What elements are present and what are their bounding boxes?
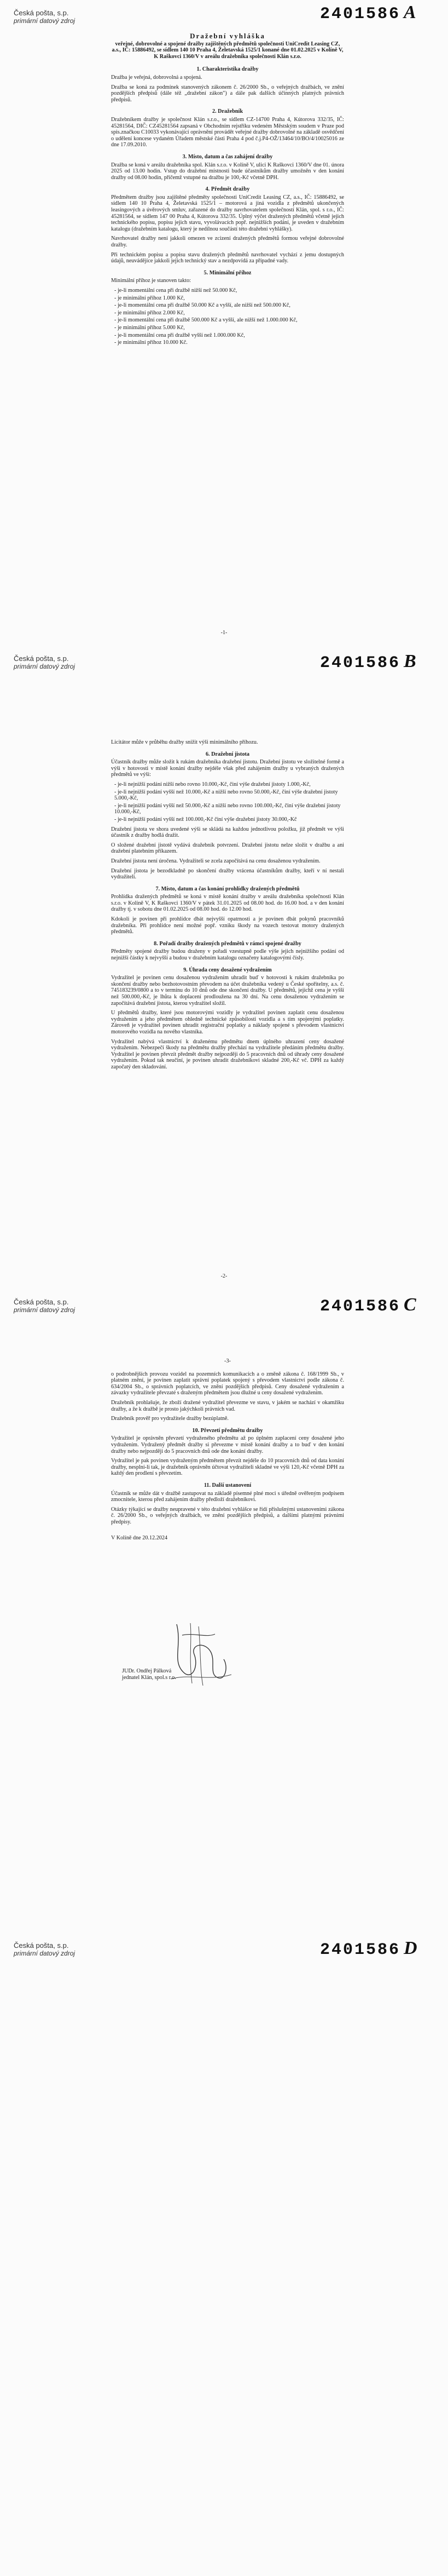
section-heading: 11. Další ustanovení [203, 1482, 252, 1488]
sender-subtitle: primární datový zdroj [14, 17, 75, 25]
document-lead: veřejné, dobrovolné a spojené dražby zajištěných předmětů společnosti UniCredit Leasing CZ, a.s., IČ: 15886492, se sídlem 140 10 Praha 4, Želetavská 1525/1 konané dne 01.02.2025 v Kolíně V, K Raškovci 1360/V v areálu dražebníka společnosti Klán s.r.o. [112, 41, 344, 60]
signer-name: JUDr. Ondřej Pálková [122, 1668, 172, 1675]
sender-header [14, 1941, 75, 1958]
file-stamp [320, 1938, 419, 1959]
sender-name: Česká pošta, s.p. [14, 9, 69, 17]
sender-subtitle: primární datový zdroj [14, 1306, 75, 1314]
page-body [111, 739, 344, 1074]
sender-name: Česká pošta, s.p. [14, 654, 69, 663]
paragraph: Účastník se může dát v dražbě zastupovat na základě písemné plné moci s úředně ověřeným podpisem zmocnitele, kterou před zahájením dražby předloží dražebníkovi. [111, 1490, 344, 1503]
list-item: - je minimální příhoz 1.000 Kč, [114, 295, 344, 302]
paragraph: Dražebník prohlašuje, že zboží dražené vydražitel převezme ve stavu, v jakém se nachází v okamžiku dražby, a že k dražbě je prosto jakýchkoli právních vad. [111, 1399, 344, 1412]
paragraph: Vydražitel je povinen cenu dosaženou vydražením uhradit buď v hotovosti k rukám dražebníka po skončení dražby nebo bezhotovostním převodem na účet dražebníka vedený u České spořitelny, a.s. č. 745183239/0800 a to v termínu do 10 dnů ode dne skončení dražby. U předmětů, jejichž cena je vyšší než 500.000,-Kč, je lhůta k doplacení prodloužena na 30 dní. Na cenu dosaženou vydražením se započítává dražební jistota, kterou vydražitel složil. [111, 975, 344, 1007]
paragraph: Dražebníkem dražby je společnost Klán s.r.o., se sídlem CZ-14700 Praha 4, Kútorova 332/35, IČ: 45281564, DIČ: CZ45281564 zapsaná v Obchodním rejstříku vedeném Městským soudem v Praze pod spis.značkou C10033 vykonávající oprávnění provádět veřejné dražby dobrovolné na základě osvědčení o udělení koncese vydaném Úřadem městské části Praha 4 pod č.j.P4-OŽ/13464/10/BO/4/10025016 ze dne 17.09.2010. [111, 116, 344, 148]
sender-subtitle: primární datový zdroj [14, 1950, 75, 1957]
paragraph: Kdokoli je povinen při prohlídce dbát nejvyšší opatrnosti a je povinen dbát pokynů pracovníků dražebníka. Při prohlídce není možné popř. vzniku škody na vozech testovat motory dražených předmětů. [111, 916, 344, 935]
paragraph: Vydražitel nabývá vlastnictví k draženému předmětu dnem úplného uhrazení ceny dosažené vydražením. Nebezpečí škody na předmětu dražby přechází na vydražitele předáním předmětu dražby. Vydražitel je povinen převzít předmět dražby nejpozději do 5 pracovních dnů od úhrady ceny dosažené vydražením. Pokud tak neučiní, je povinen uhradit dražebníkovi skladné 200,-Kč vč. DPH za každý započatý den skladování. [111, 1038, 344, 1070]
file-stamp [320, 651, 418, 672]
page-number: -3- [224, 1358, 231, 1364]
section-heading: 6. Dražební jistota [205, 751, 250, 757]
paragraph: Licitátor může v průběhu dražby snížit výši minimálního příhozu. [111, 739, 258, 745]
paragraph: Při technickém popisu a popisu stavu dražených předmětů navrhovatel vychází z jemu dostupných údajů, neuvádějíce jakkoli jejich technický stav a nezdpovídá za případné vady. [111, 251, 344, 264]
section-heading: 3. Místo, datum a čas zahájení dražby [182, 153, 273, 160]
list-item: - je-li momentální cena při dražbě nižší než 50.000 Kč, [114, 288, 344, 294]
paragraph: Dražební jistota není úročena. Vydražiteli se zcela započítává na cenu dosaženou vydražením. [111, 858, 321, 864]
file-stamp [320, 1295, 418, 1316]
paragraph: Předmětem dražby jsou zajištěné předměty společnosti UniCredit Leasing CZ, a.s., IČ: 15886492, se sídlem 140 10 Praha 4, Želetavská 1525/1 – motorová a jiná vozidla z předmětů ukončených leasingových a úvěrových smluv, zařazené do dražby navrhovatelem společností Klán, spol. s r.o., IČ: 45281564, se sídlem 147 00 Praha 4, Kútorova 332/35. Úplný výčet dražených předmětů včetně jejich technického popisu, popisu jejich stavu, vyvolávacích popř. nejnižších podání, je uveden v dražebním katalogu (dražebním katalogu, který je nedílnou součástí této dražební vyhlášky). [111, 194, 344, 232]
page-body [111, 33, 344, 349]
paragraph: Dražební jistota je bezodkladně po skončení dražby vrácena účastníkům dražby, kteří v ní nestali vydražiteli. [111, 867, 344, 881]
document-page-3 [0, 1292, 448, 1936]
signature-block [111, 1545, 344, 1709]
list-item: - je-li nejnižší podání vyšší než 100.000,-Kč činí výše dražební jistoty 30.000,-Kč [114, 817, 344, 823]
file-stamp [320, 2, 418, 24]
section-heading: 2. Dražebník [212, 108, 243, 115]
list-item: - je minimální příhoz 5.000 Kč, [114, 325, 344, 331]
list-item: - je minimální příhoz 10.000 Kč. [114, 340, 344, 346]
paragraph: Prohlídka dražených předmětů se koná v místě konání dražby v areálu dražebníka společnosti Klán s.r.o. v Kolíně V, K Raškovci 1360/V v pátek 31.01.2025 od 08.00 hod. do 16.00 hod. a v den konání dražby tj. v sobotu dne 01.02.2025 od 08.00 hod. do 12.00 hod. [111, 894, 344, 913]
list-item: - je-li nejnižší podání vyšší než 50.000,-Kč a nižší nebo rovno 100.000,-Kč, činí výše dražební jistoty 10.000,-Kč, [114, 803, 344, 815]
stamp-letter: D [404, 1938, 419, 1958]
paragraph: Otázky týkající se dražby neupravené v této dražební vyhlášce se řídí příslušnými ustanoveními zákona č. 26/2000 Sb., o veřejných dražbách, ve znění pozdějších předpisů, a dalšími platnými právními předpisy. [111, 1506, 344, 1525]
document-page-2 [0, 649, 448, 1292]
list-item: - je-li momentální cena při dražbě 500.000 Kč a vyšší, ale nižší než 1.000.000 Kč, [114, 317, 344, 324]
paragraph: Minimální příhoz je stanoven takto: [111, 278, 191, 284]
paragraph: Dražebník prověř pro vydražitele dražby bezúplatně. [111, 1416, 229, 1422]
handwritten-signature [160, 1613, 237, 1695]
list-item: - je-li momentální cena při dražbě 50.000 Kč a vyšší, ale nižší než 500.000 Kč, [114, 302, 344, 309]
place-and-date: V Kolíně dne 20.12.2024 [111, 1535, 168, 1542]
section-heading: 8. Pořadí dražby dražených předmětů v rámci spojené dražby [154, 940, 301, 947]
paragraph: Dražba se koná v areálu dražebníka spol. Klán s.r.o. v Kolíně V, ulici K Raškovci 1360/V dne 01. února 2025 od 13.00 hodin. Vstup do dražební místnosti bude účastníkům dražby umožněn v den konání dražby od 08.00 hodin, přičemž vstupné na dražbu je 100,-Kč včetně DPH. [111, 162, 344, 181]
page-number: -2- [220, 1273, 228, 1279]
sender-header [14, 9, 75, 25]
stamp-number: 2401586 [320, 5, 401, 24]
paragraph: Předměty spojené dražby budou draženy v pořadí vzestupně podle výše jejich nejnižšího podání od nejnižší částky k nejvyšší a budou v dražebním katalogu označeny katalogovými čísly. [111, 948, 344, 962]
sender-subtitle: primární datový zdroj [14, 663, 75, 670]
section-heading: 4. Předmět dražby [205, 186, 250, 193]
document-page-4 [0, 1936, 448, 2576]
sender-name: Česká pošta, s.p. [14, 1298, 69, 1306]
list-item: - je-li nejnižší podání nižší nebo rovno 10.000,-Kč, činí výše dražební jistoty 1.000,-Kč, [114, 781, 344, 788]
stamp-letter: A [404, 2, 418, 22]
stamp-number: 2401586 [320, 1941, 401, 1959]
paragraph: Vydražitel je pak povinen vydraženým předmětem převzít nejdéle do 10 pracovních dnů od data konání dražby, nesplní-li tak, je dražebník oprávněn účtovat vydražiteli skladné ve výši 120,-Kč včetně DPH za každý den prodlení s převzetím. [111, 1458, 344, 1477]
paragraph: o podrobnějších provozu vozidel na pozemních komunikacích a o změně zákona č. 168/1999 Sb., v platném znění, je povinen zaplatit správní poplatek spojený s převodem vlastnictví podle zákona č. 634/2004 Sb., o správních poplatcích, ve znění pozdějších předpisů. Ceny dosažené vydražením a závazky vydražitele převzaté s draženým předmětem jsou dlužné u ceny dosažené vydražením. [111, 1371, 344, 1396]
sender-header [14, 654, 75, 671]
paragraph: Dražba je veřejná, dobrovolná a spojená. [111, 74, 202, 81]
sender-name: Česká pošta, s.p. [14, 1941, 69, 1950]
paragraph: O složené dražební jistotě vydává dražebník potvrzení. Dražební jistotu nelze složit v dražbu a ani dražební platebním příkazem. [111, 842, 344, 855]
document-page-1 [0, 0, 448, 649]
document-title: Dražební vyhláška [190, 32, 265, 40]
paragraph: Dražební jistota ve shora uvedené výši se skládá na každou jednotlivou položku, již předmět ve výši účastník z dražby hodlá dražit. [111, 826, 344, 839]
paragraph: Vydražitel je oprávněn převzetí vydraženého předmětu až po úplném zaplacení ceny dosažené jeho vydražením. Vydražený předmět dražby si převezme v místě konání dražby a to buď v den konání dražby nebo nejpozději do 5 pracovních dnů ode dne konání dražby. [111, 1435, 344, 1454]
stamp-letter: B [404, 651, 418, 671]
stamp-number: 2401586 [320, 1297, 401, 1316]
paragraph: Účastník dražby může složit k rukám dražebníka dražební jistotu. Dražební jistotu ve složitelné formě a výši v hotovosti v místě konání dražby nejdéle však před zahájením dražby u vybraných dražených předmětů ve výši: [111, 759, 344, 778]
signer [122, 1668, 231, 1681]
list-item: - je-li nejnižší podání vyšší než 10.000,-Kč a nižší nebo rovno 50.000,-Kč, činí výše dražební jistoty 5.000,-Kč, [114, 789, 344, 802]
sender-header [14, 1298, 75, 1314]
list-item: - je minimální příhoz 2.000 Kč, [114, 310, 344, 317]
deposit-list [114, 781, 344, 823]
stamp-number: 2401586 [320, 654, 401, 672]
page-body [111, 1358, 344, 1709]
signer-role: jednatel Klán, spol.s r.o. [122, 1675, 176, 1681]
section-heading: 5. Minimální příhoz [203, 269, 252, 276]
section-heading: 10. Převzetí předmětu dražby [192, 1427, 263, 1434]
bid-increment-list [114, 288, 344, 346]
paragraph: U předmětů dražby, které jsou motorovými vozidly je vydražitel povinen zaplatit cenu dosaženou vydražením a jeho předmětem ohledně technické způsobilosti vozidla a s tím spojenými poplatky. Zároveň je vydražitel povinen uhradit registrační poplatky a náklady spojené s převodem vlastnictví motorového vozidla na nového vlastníka. [111, 1010, 344, 1035]
paragraph: Navrhovatel dražby není jakkoli omezen ve zcizení dražených předmětů formou veřejné dobrovolné dražby. [111, 235, 344, 249]
section-heading: 9. Úhrada ceny dosažené vydražením [183, 967, 272, 973]
section-heading: 7. Místo, datum a čas konání prohlídky dražených předmětů [155, 886, 300, 892]
section-heading: 1. Charakteristika dražby [196, 66, 259, 73]
page-number: -1- [220, 630, 228, 636]
list-item: - je-li momentální cena při dražbě vyšší než 1.000.000 Kč, [114, 332, 344, 339]
stamp-letter: C [404, 1295, 418, 1315]
paragraph: Dražba se koná za podmínek stanovených zákonem č. 26/2000 Sb., o veřejných dražbách, ve znění pozdějších předpisů (dále též „dražební zákon") a dále pak dalších účinných platných právních předpisů. [111, 84, 344, 103]
